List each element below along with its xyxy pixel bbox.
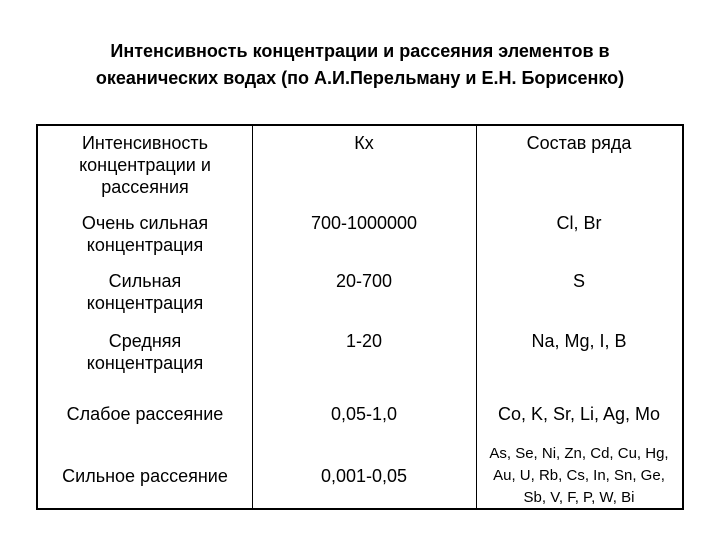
title-line-2: океанических водах (по А.И.Перельману и Е.Н. Борисенко) bbox=[95, 68, 625, 88]
header-composition: Состав ряда bbox=[526, 133, 632, 153]
table-row bbox=[38, 324, 682, 384]
header-row bbox=[38, 126, 682, 206]
cell-kx: 0,001-0,05 bbox=[320, 466, 408, 486]
cell-intensity: Сильная концентрация bbox=[86, 271, 204, 313]
cell-intensity: Сильное рассеяние bbox=[62, 466, 228, 486]
header-intensity: Интенсивность концентрации и рассеяния bbox=[79, 133, 211, 197]
table-row bbox=[38, 384, 682, 444]
cell-kx: 20-700 bbox=[335, 271, 393, 291]
cell-composition: Co, K, Sr, Li, Ag, Mo bbox=[497, 404, 661, 424]
cell-kx: 0,05-1,0 bbox=[330, 404, 398, 424]
cell-composition: S bbox=[572, 271, 585, 291]
cell-kx: 700-1000000 bbox=[310, 213, 418, 233]
cell-composition: Na, Mg, I, B bbox=[531, 331, 627, 351]
table-row bbox=[38, 264, 682, 324]
title-line-1: Интенсивность концентрации и рассеяния элементов в bbox=[110, 41, 610, 61]
table-row bbox=[38, 206, 682, 264]
element-table bbox=[36, 124, 684, 510]
cell-intensity: Средняя концентрация bbox=[86, 331, 204, 373]
table-row bbox=[38, 444, 682, 508]
header-kx: Кх bbox=[354, 133, 374, 153]
cell-intensity: Слабое рассеяние bbox=[66, 404, 224, 424]
cell-kx: 1-20 bbox=[345, 331, 383, 351]
page-title bbox=[20, 38, 700, 92]
cell-intensity: Очень сильная концентрация bbox=[81, 213, 209, 255]
cell-composition: Cl, Br bbox=[556, 213, 602, 233]
cell-composition: As, Se, Ni, Zn, Cd, Cu, Hg, Au, U, Rb, Cs, In, Sn, Ge, Sb, V, F, P, W, Bi bbox=[489, 445, 669, 506]
